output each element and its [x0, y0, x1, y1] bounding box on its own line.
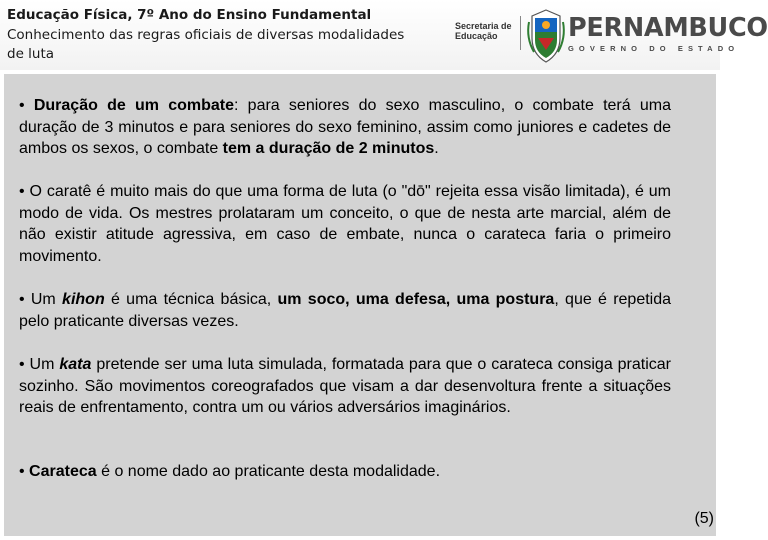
paragraph-kihon: • Um kihon é uma técnica básica, um soco, uma defesa, uma postura, que é repetida pelo praticante diversas vezes.	[19, 291, 672, 330]
page-number: (5)	[694, 510, 714, 527]
term-kihon: kihon	[62, 291, 105, 308]
term-kata: kata	[59, 356, 92, 373]
logo-divider	[520, 16, 521, 50]
brand-subtitle: GOVERNO DO ESTADO	[568, 44, 740, 53]
brand-name: PERNAMBUCO	[568, 13, 768, 43]
secretaria-label	[455, 21, 512, 41]
page-title: Educação Física, 7º Ano do Ensino Fundamental	[7, 7, 372, 23]
secretaria-line2: Educação	[455, 31, 498, 41]
header-text	[7, 6, 407, 65]
secretaria-line1: Secretaria de	[455, 21, 512, 31]
brand-logo	[568, 14, 768, 54]
term-duracao: Duração de um combate	[33, 97, 235, 114]
paragraph-duracao: • Duração de um combate: para seniores do sexo masculino, o combate terá uma duração de 3 minutos e para seniores do sexo feminino, assim como juniores e cadetes de ambos os sexos, o combate tem a duração de 2 minutos.	[19, 97, 672, 158]
state-seal-icon	[526, 8, 566, 64]
paragraph-karate: • O caratê é muito mais do que uma forma de luta (o "dō" rejeita essa visão limitada), é um modo de vida. Os mestres prolataram um conceito, o que de nesta arte marcial, além de não existir atitude agressiva, em caso de embate, nunca o carateca faria o primeiro movimento.	[19, 183, 671, 265]
term-carateca: Carateca	[29, 463, 97, 480]
paragraph-kata: • Um kata pretende ser uma luta simulada, formatada para que o carateca consiga praticar sozinho. São movimentos coreografados que visam a dar desenvoltura frente a situações reais de enfrentamento, contra um ou vários adversários imaginários.	[19, 356, 672, 417]
page-subtitle: Conhecimento das regras oficiais de diversas modalidades de luta	[7, 26, 405, 62]
header-bar	[0, 0, 768, 70]
paragraph-carateca: • Carateca é o nome dado ao praticante desta modalidade.	[19, 463, 441, 480]
